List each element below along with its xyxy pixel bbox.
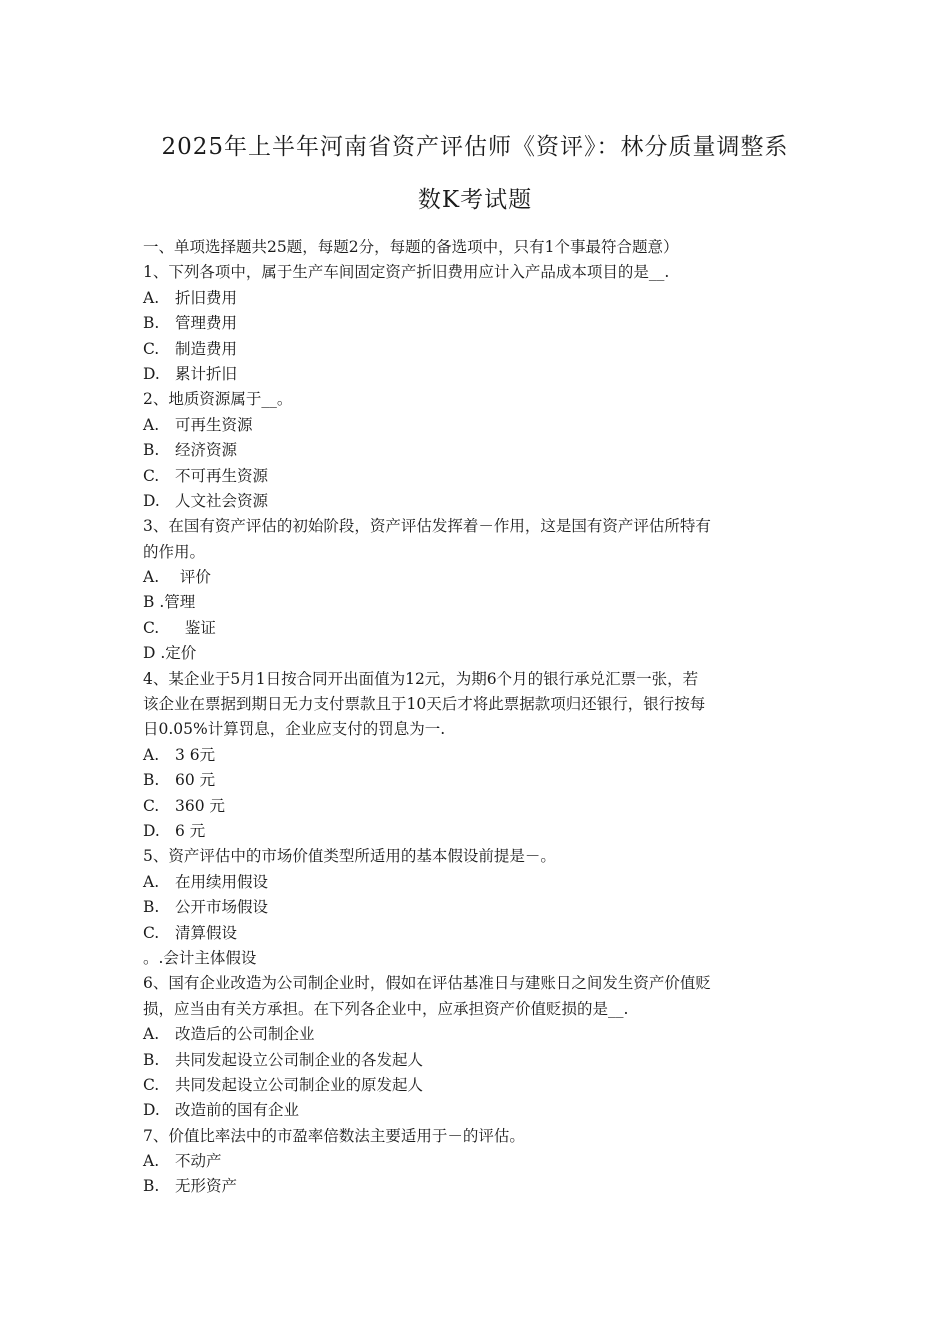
answer-option [143, 438, 813, 463]
option-text: 6 元 [175, 821, 206, 840]
answer-option [143, 895, 813, 920]
question-text-line: B .管理 [143, 593, 196, 612]
question-text-line: 的作用。 [143, 542, 206, 561]
question-text-line: 1、下列各项中，属于生产车间固定资产折旧费用应计入产品成本项目的是__. [143, 263, 670, 282]
option-text: 在用续用假设 [175, 872, 269, 891]
option-text: 评价 [175, 568, 211, 587]
answer-option [143, 565, 813, 590]
option-letter: A. [143, 745, 160, 764]
question-text-line: 3、在国有资产评估的初始阶段，资产评估发挥着－作用，这是国有资产评估所特有 [143, 517, 711, 536]
question-text-line: 5、资产评估中的市场价值类型所适用的基本假设前提是－。 [143, 847, 556, 866]
option-letter: D. [143, 364, 160, 383]
answer-option [143, 311, 813, 336]
answer-option [143, 921, 813, 946]
question-text-line: 6、国有企业改造为公司制企业时，假如在评估基准日与建账日之间发生资产价值贬 [143, 974, 711, 993]
option-text: 折旧费用 [175, 288, 238, 307]
option-letter: C. [143, 618, 160, 637]
option-text: 清算假设 [175, 923, 238, 942]
question-text-line: 7、价值比率法中的市盈率倍数法主要适用于－的评估。 [143, 1126, 525, 1145]
document-title-line-2: 数K考试题 [417, 187, 533, 213]
option-letter: B. [143, 1177, 160, 1196]
option-letter: D. [143, 821, 160, 840]
option-text: 管理费用 [175, 314, 238, 333]
answer-option [143, 362, 813, 387]
option-letter: D. [143, 491, 160, 510]
option-letter: C. [143, 1075, 160, 1094]
option-text: 共同发起设立公司制企业的原发起人 [175, 1075, 424, 1094]
answer-option [143, 489, 813, 514]
answer-option [143, 616, 813, 641]
answer-option [143, 1048, 813, 1073]
answer-option [143, 464, 813, 489]
option-text: 不可再生资源 [175, 466, 269, 485]
question-text-line: D .定价 [143, 644, 197, 663]
option-letter: B. [143, 898, 160, 917]
option-text: 无形资产 [175, 1177, 238, 1196]
option-text: 制造费用 [175, 339, 238, 358]
option-letter: A. [143, 288, 160, 307]
question-text-line: 损，应当由有关方承担。在下列各企业中，应承担资产价值贬损的是__. [143, 999, 629, 1018]
option-text: 累计折旧 [175, 364, 238, 383]
answer-option [143, 819, 813, 844]
question-text-line: 2、地质资源属于__。 [143, 390, 293, 409]
option-text: 改造前的国有企业 [175, 1101, 300, 1120]
option-letter: A. [143, 1025, 160, 1044]
option-text: 经济资源 [175, 441, 238, 460]
option-text: 360 元 [175, 796, 226, 815]
option-text: 可再生资源 [175, 415, 253, 434]
answer-option [143, 286, 813, 311]
question-list [143, 235, 813, 1200]
option-letter: B. [143, 441, 160, 460]
option-letter: A. [143, 568, 160, 587]
answer-option [143, 1022, 813, 1047]
document-title-line-1: 2025年上半年河南省资产评估师《资评》：林分质量调整系 [161, 134, 789, 160]
option-text: 人文社会资源 [175, 491, 269, 510]
answer-option [143, 794, 813, 819]
option-letter: C. [143, 466, 160, 485]
question-text-line: 。.会计主体假设 [143, 948, 257, 967]
answer-option [143, 768, 813, 793]
answer-option [143, 413, 813, 438]
answer-option [143, 1174, 813, 1199]
answer-option [143, 337, 813, 362]
option-letter: A. [143, 872, 160, 891]
answer-option [143, 1098, 813, 1123]
answer-option [143, 870, 813, 895]
option-letter: C. [143, 339, 160, 358]
option-letter: A. [143, 1152, 160, 1171]
option-text: 改造后的公司制企业 [175, 1025, 315, 1044]
option-text: 60 元 [175, 771, 216, 790]
option-text: 共同发起设立公司制企业的各发起人 [175, 1050, 424, 1069]
option-letter: C. [143, 796, 160, 815]
answer-option [143, 1073, 813, 1098]
option-letter: B. [143, 771, 160, 790]
option-letter: D. [143, 1101, 160, 1120]
question-text-line: 4、某企业于5月1日按合同开出面值为12元，为期6个月的银行承兑汇票一张，若 [143, 669, 699, 688]
option-text: 公开市场假设 [175, 898, 269, 917]
option-letter: A. [143, 415, 160, 434]
question-text-line: 日0.05%计算罚息，企业应支付的罚息为一. [143, 720, 446, 739]
option-text: 不动产 [175, 1152, 222, 1171]
answer-option [143, 1149, 813, 1174]
option-text: 3 6元 [175, 745, 216, 764]
answer-option [143, 743, 813, 768]
option-letter: C. [143, 923, 160, 942]
option-text: 鉴证 [175, 618, 216, 637]
section-header: 一、单项选择题共25题，每题2分，每题的备选项中，只有1个事最符合题意） [143, 238, 679, 256]
option-letter: B. [143, 1050, 160, 1069]
option-letter: B. [143, 314, 160, 333]
question-text-line: 该企业在票据到期日无力支付票款且于10天后才将此票据款项归还银行，银行按每 [143, 695, 706, 714]
